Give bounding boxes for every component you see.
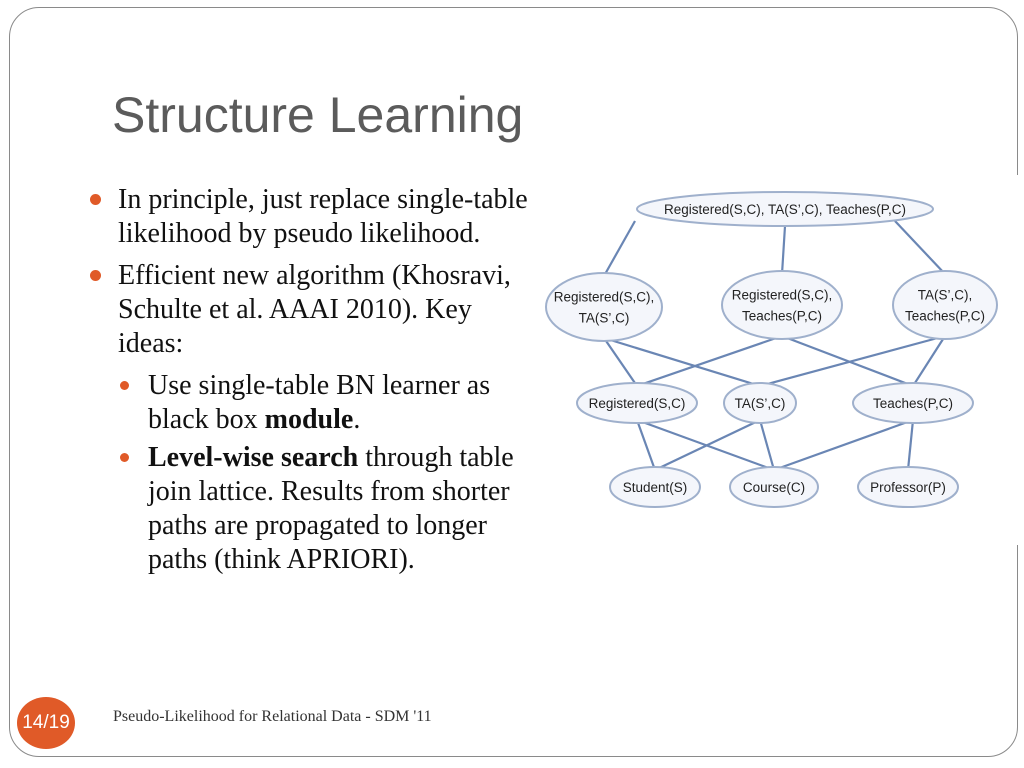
lattice-edge-rt-reg (604, 338, 637, 386)
lattice-node-course (730, 467, 818, 507)
sub-bullet-bold: module (264, 404, 354, 435)
lattice-edge-top-tp (895, 221, 945, 274)
lattice-edge-rp-teach (782, 336, 913, 386)
lattice-edge-ta-course (760, 420, 774, 470)
sub-bullet-bold: Level-wise search (148, 442, 359, 473)
lattice-node-label: Teaches(P,C) (872, 396, 954, 411)
lattice-edge-ta-student (655, 420, 760, 470)
sub-bullet-text: through table join lattice. Results from shorter paths are propagated to longer paths (think APRIORI). (148, 442, 514, 575)
lattice-node-top (637, 192, 933, 226)
lattice-node-label: Professor(P) (870, 480, 946, 495)
lattice-node-rp (722, 271, 842, 339)
lattice-node-label: Registered(S,C) (588, 396, 686, 411)
lattice-edge-reg-student (637, 420, 655, 470)
slide-footer: Pseudo-Likelihood for Relational Data - SDM '11 (113, 708, 432, 725)
sub-bullet-dot-icon (120, 381, 129, 390)
sub-bullet-item (120, 441, 530, 577)
lattice-edge-top-rp (782, 226, 785, 274)
join-lattice-diagram (540, 185, 1010, 525)
bullet-item (90, 183, 530, 251)
lattice-edge-rt-ta (604, 338, 760, 386)
slide-edge (1014, 175, 1024, 545)
sub-bullet-text: Use single-table BN learner as black box (148, 370, 491, 435)
lattice-edge-rp-reg (637, 336, 782, 386)
lattice-node-rt (546, 273, 662, 341)
lattice-node-label: TA(S’,C) (734, 396, 786, 411)
lattice-node-label: TA(S’,C), (917, 287, 973, 303)
lattice-edge-teach-prof (908, 420, 913, 470)
bullet-list (90, 183, 530, 581)
lattice-node-student (610, 467, 700, 507)
page-number-badge: 14/19 (17, 697, 75, 749)
lattice-node-label: Registered(S,C), TA(S’,C), Teaches(P,C) (663, 202, 907, 217)
sub-bullet-text: . (353, 404, 361, 435)
lattice-node-label: Registered(S,C), (553, 289, 655, 305)
lattice-node-teach (853, 383, 973, 423)
lattice-node-ellipse (893, 271, 997, 339)
slide-title: Structure Learning (112, 87, 524, 143)
lattice-node-label: TA(S’,C) (578, 310, 630, 326)
bullet-text: In principle, just replace single-table likelihood by pseudo likelihood. (118, 184, 528, 249)
lattice-node-label: Student(S) (622, 480, 688, 495)
lattice-node-prof (858, 467, 958, 507)
lattice-node-label: Teaches(P,C) (741, 308, 823, 324)
lattice-edge-top-rt (604, 221, 635, 276)
lattice-edge-teach-course (774, 420, 913, 470)
lattice-node-ellipse (722, 271, 842, 339)
lattice-node-label: Teaches(P,C) (904, 308, 986, 324)
lattice-node-ellipse (546, 273, 662, 341)
lattice-node-label: Course(C) (742, 480, 806, 495)
lattice-node-ta (724, 383, 796, 423)
lattice-node-tp (893, 271, 997, 339)
bullet-dot-icon (90, 194, 101, 205)
bullet-dot-icon (90, 270, 101, 281)
sub-bullet-item (120, 369, 530, 437)
sub-bullet-dot-icon (120, 453, 129, 462)
bullet-item (90, 259, 530, 361)
lattice-node-reg (577, 383, 697, 423)
lattice-node-label: Registered(S,C), (731, 287, 833, 303)
bullet-text: Efficient new algorithm (Khosravi, Schulte et al. AAAI 2010). Key ideas: (118, 260, 511, 359)
